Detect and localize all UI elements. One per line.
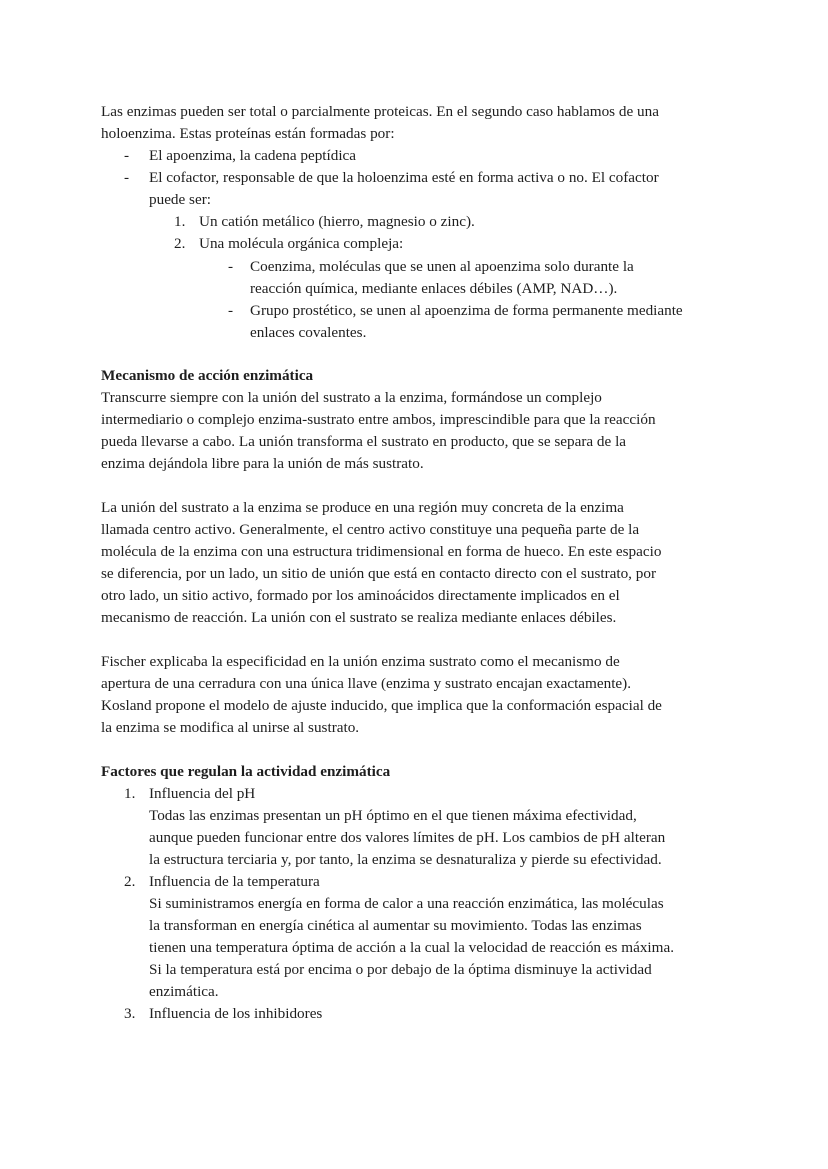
text-line: la estructura terciaria y, por tanto, la enzima se desnaturaliza y pierde su efectividad. <box>149 851 662 868</box>
section-heading: Factores que regulan la actividad enzimática <box>101 763 391 780</box>
text-line: Fischer explicaba la especificidad en la unión enzima sustrato como el mecanismo de <box>101 653 620 670</box>
text-line: Si la temperatura está por encima o por debajo de la óptima disminuye la actividad <box>149 961 652 978</box>
list-item: El cofactor, responsable de que la holoenzima esté en forma activa o no. El cofactor <box>149 169 659 186</box>
text-line: se diferencia, por un lado, un sitio de unión que está en contacto directo con el sustrato, por <box>101 565 657 582</box>
factor-title: Influencia de los inhibidores <box>149 1005 323 1022</box>
text-line: enzimática. <box>149 983 219 1000</box>
list-item-continuation: reacción química, mediante enlaces débiles (AMP, NAD…). <box>250 280 618 297</box>
dash-bullet-marker: - <box>124 169 130 186</box>
text-line: aunque pueden funcionar entre dos valores límites de pH. Los cambios de pH alteran <box>149 829 666 846</box>
text-line: La unión del sustrato a la enzima se produce en una región muy concreta de la enzima <box>101 499 624 516</box>
text-line: intermediario o complejo enzima-sustrato entre ambos, imprescindible para que la reacción <box>101 411 656 428</box>
list-item: Coenzima, moléculas que se unen al apoenzima solo durante la <box>250 258 634 275</box>
text-line: Transcurre siempre con la unión del sustrato a la enzima, formándose un complejo <box>101 389 602 406</box>
factor-title: Influencia de la temperatura <box>149 873 320 890</box>
text-line: otro lado, un sitio activo, formado por los aminoácidos directamente implicados en el <box>101 587 620 604</box>
text-line: la enzima se modifica al unirse al sustrato. <box>101 719 360 736</box>
section-heading: Mecanismo de acción enzimática <box>101 367 314 384</box>
list-item: Grupo prostético, se unen al apoenzima de forma permanente mediante <box>250 302 683 319</box>
text-line: Las enzimas pueden ser total o parcialmente proteicas. En el segundo caso hablamos de una <box>101 103 659 120</box>
text-line: Kosland propone el modelo de ajuste inducido, que implica que la conformación espacial de <box>101 697 662 714</box>
list-item: Un catión metálico (hierro, magnesio o zinc). <box>199 213 475 230</box>
text-line: pueda llevarse a cabo. La unión transforma el sustrato en producto, que se separa de la <box>101 433 627 450</box>
dash-bullet-marker: - <box>228 302 234 319</box>
text-line: tienen una temperatura óptima de acción a la cual la velocidad de reacción es máxima. <box>149 939 674 956</box>
text-line: holoenzima. Estas proteínas están formadas por: <box>101 125 395 142</box>
number-marker: 2. <box>124 873 136 890</box>
list-item-continuation: puede ser: <box>149 191 211 208</box>
text-line: Si suministramos energía en forma de calor a una reacción enzimática, las moléculas <box>149 895 664 912</box>
number-marker: 3. <box>124 1005 136 1022</box>
text-line: enzima dejándola libre para la unión de más sustrato. <box>101 455 424 472</box>
number-marker: 1. <box>174 213 186 230</box>
text-line: apertura de una cerradura con una única llave (enzima y sustrato encajan exactamente). <box>101 675 632 692</box>
text-line: mecanismo de reacción. La unión con el sustrato se realiza mediante enlaces débiles. <box>101 609 617 626</box>
text-line: Todas las enzimas presentan un pH óptimo en el que tienen máxima efectividad, <box>149 807 637 824</box>
list-item: Una molécula orgánica compleja: <box>199 235 404 252</box>
number-marker: 1. <box>124 785 136 802</box>
list-item-continuation: enlaces covalentes. <box>250 324 367 341</box>
text-line: llamada centro activo. Generalmente, el centro activo constituye una pequeña parte de la <box>101 521 640 538</box>
text-line: molécula de la enzima con una estructura tridimensional en forma de hueco. En este espacio <box>101 543 662 560</box>
dash-bullet-marker: - <box>228 258 234 275</box>
text-line: la transforman en energía cinética al aumentar su movimiento. Todas las enzimas <box>149 917 642 934</box>
factor-title: Influencia del pH <box>149 785 256 802</box>
number-marker: 2. <box>174 235 186 252</box>
list-item: El apoenzima, la cadena peptídica <box>149 147 357 164</box>
dash-bullet-marker: - <box>124 147 130 164</box>
